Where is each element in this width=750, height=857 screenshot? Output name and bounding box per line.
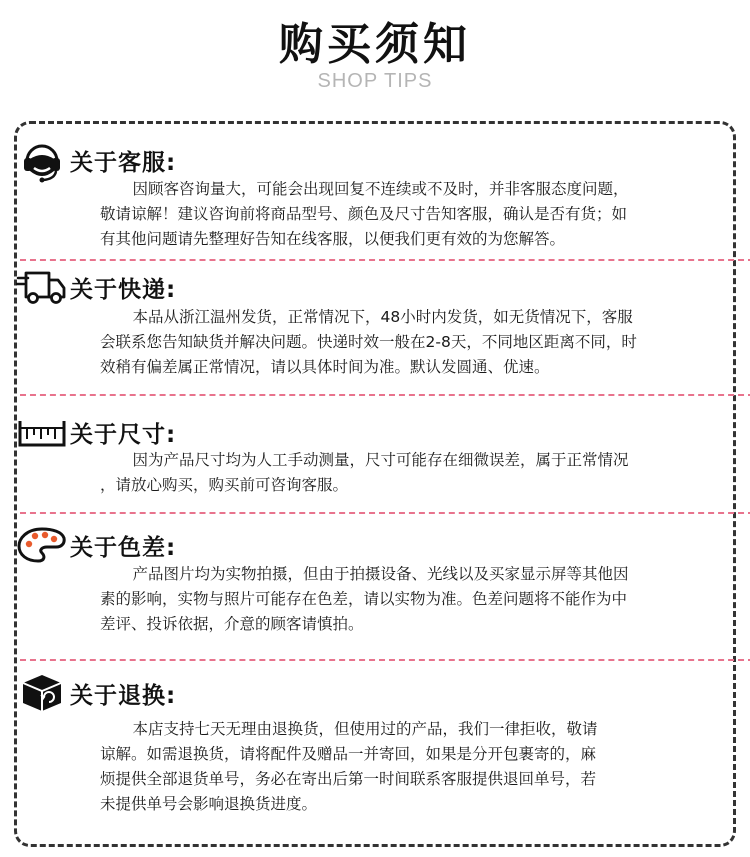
section-heading: 关于色差:: [70, 534, 177, 561]
text-line: 敬请谅解！建议咨询前将商品型号、颜色及尺寸告知客服，确认是否有货；如: [100, 205, 628, 223]
text-line: 谅解。如需退换货，请将配件及赠品一并寄回，如果是分开包裹寄的，麻: [100, 745, 597, 763]
section-divider: [20, 512, 750, 514]
page-subtitle: SHOP TIPS: [317, 70, 433, 92]
text-line: 因为产品尺寸均为人工手动测量，尺寸可能存在细微误差，属于正常情况: [132, 451, 629, 469]
delivery-truck-icon: [16, 267, 68, 307]
section-divider: [20, 659, 750, 661]
text-line: 素的影响，实物与照片可能存在色差，请以实物为准。色差问题将不能作为中: [100, 590, 628, 608]
section-text: [100, 562, 720, 637]
section-text: [100, 448, 720, 498]
color-palette-icon: [16, 525, 68, 565]
page-title: 购买须知: [279, 19, 471, 70]
text-line: 差评、投诉依据，介意的顾客请慎拍。: [100, 615, 364, 633]
return-box-icon: [16, 673, 68, 713]
text-line: 烦提供全部退货单号，务必在寄出后第一时间联系客服提供退回单号，若: [100, 770, 597, 788]
text-line: 因顾客咨询量大，可能会出现回复不连续或不及时，并非客服态度问题，: [132, 180, 629, 198]
section-heading: 关于退换:: [70, 682, 177, 709]
section-divider: [20, 259, 750, 261]
text-line: 有其他问题请先整理好告知在线客服，以便我们更有效的为您解答。: [100, 230, 566, 248]
headset-icon: [16, 140, 68, 180]
text-line: 会联系您告知缺货并解决问题。快递时效一般在2-8天，不同地区距离不同，时: [100, 333, 637, 351]
ruler-icon: [16, 412, 68, 452]
text-line: 本店支持七天无理由退换货，但使用过的产品，我们一律拒收，敬请: [132, 720, 598, 738]
section-divider: [20, 394, 750, 396]
text-line: 产品图片均为实物拍摄，但由于拍摄设备、光线以及买家显示屏等其他因: [132, 565, 629, 583]
text-line: 效稍有偏差属正常情况，请以具体时间为准。默认发圆通、优速。: [100, 358, 550, 376]
text-line: 未提供单号会影响退换货进度。: [100, 795, 318, 813]
text-line: 本品从浙江温州发货，正常情况下，48小时内发货，如无货情况下，客服: [132, 308, 633, 326]
text-line: ，请放心购买，购买前可咨询客服。: [100, 476, 349, 494]
section-heading: 关于快递:: [70, 276, 177, 303]
section-heading: 关于尺寸:: [70, 421, 177, 448]
section-text: [100, 177, 720, 252]
section-text: [100, 305, 720, 380]
section-heading: 关于客服:: [70, 149, 177, 176]
section-text: [100, 717, 720, 817]
